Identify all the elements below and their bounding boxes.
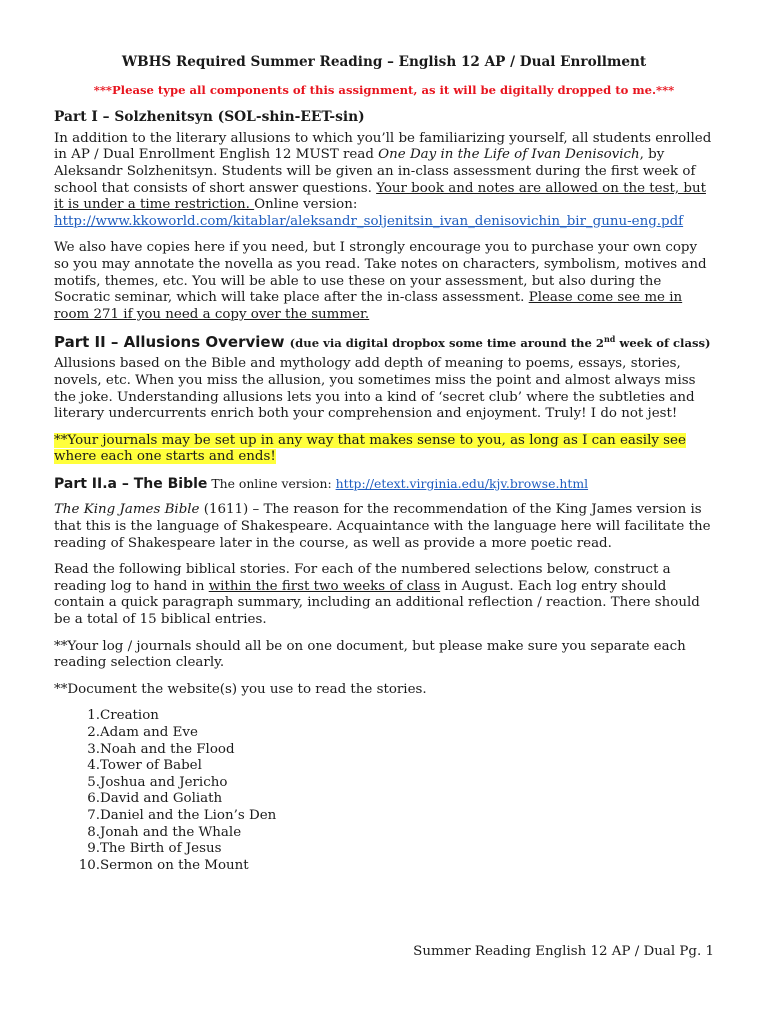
biblical-stories-list <box>54 708 714 874</box>
bible-online-link[interactable]: http://etext.virginia.edu/kjv.browse.html <box>335 475 589 491</box>
allusions-paragraph: Allusions based on the Bible and mythology add depth of meaning to poems, essays, stories, novels, etc. When you miss the allusion, you sometimes miss the point and almost always miss the joke. Understanding allusions lets you into a kind of ‘secret club’ where the subtleties and literary undercurrents enrich both your comprehension and enjoyment. Truly! I do not jest! <box>54 356 696 422</box>
part2a-heading: Part II.a – The Bible The online version: http://etext.virginia.edu/kjv.browse.html <box>54 475 589 492</box>
test-rule-underline: Your book and notes are allowed on the test, but it is under a time restriction. <box>54 180 706 213</box>
journal-highlight-note: **Your journals may be set up in any way that makes sense to you, as long as I can easily see where each one starts and ends! <box>54 432 686 465</box>
list-item: 8. Jonah and the Whale <box>87 824 242 840</box>
list-item: 6. David and Goliath <box>87 791 223 807</box>
part1-paragraph-1: In addition to the literary allusions to which you’ll be familiarizing yourself, all students enrolled in AP / Dual Enrollment English 12 MUST read One Day in the Life of Ivan Denisovich, by Aleksandr Solzhenitsyn. Students will be given an in-class assessment during the first week of school that consists of short answer questions. Your book and notes are allowed on the test, but it is under a time restriction. Online version: http://www.kkoworld.com/kitablar/aleksandr_soljenitsin_ivan_denisovichin_bir_gunu-eng.pdf <box>54 130 712 229</box>
document-page <box>54 54 714 874</box>
list-item: 4. Tower of Babel <box>87 758 202 774</box>
kjb-paragraph: The King James Bible (1611) – The reason for the recommendation of the King James version is that this is the language of Shakespeare. Acquaintance with the language here will facilitate the reading of Shakespeare later in the course, as well as provide a more poetic read. <box>54 502 711 551</box>
log-document-note: **Your log / journals should all be on one document, but please make sure you separate each reading selection clearly. <box>54 638 686 671</box>
list-item: 10. Sermon on the Mount <box>78 857 249 873</box>
list-item: 1. Creation <box>87 708 159 724</box>
room-note-underline: Please come see me in room 271 if you need a copy over the summer. <box>54 290 683 322</box>
part2-heading: Part II – Allusions Overview (due via digital dropbox some time around the 2nd week of class) <box>54 333 711 352</box>
part1-heading: Part I – Solzhenitsyn (SOL-shin-EET-sin) <box>54 109 365 126</box>
reading-log-paragraph: Read the following biblical stories. For each of the numbered selections below, construct a reading log to hand in within the first two weeks of class in August. Each log entry should contain a quick paragraph summary, including an additional reflection / reaction. There should be a total of 15 biblical entries. <box>54 562 700 628</box>
page-footer: Summer Reading English 12 AP / Dual Pg. 1 <box>413 944 714 959</box>
book-title: One Day in the Life of Ivan Denisovich <box>378 147 640 163</box>
list-item: 7. Daniel and the Lion’s Den <box>87 807 277 823</box>
document-title: WBHS Required Summer Reading – English 12 AP / Dual Enrollment <box>121 54 647 70</box>
list-item: 9. The Birth of Jesus <box>87 841 222 857</box>
list-item: 2. Adam and Eve <box>87 725 198 740</box>
website-document-note: **Document the website(s) you use to read the stories. <box>54 681 427 697</box>
typing-notice: ***Please type all components of this assignment, as it will be digitally dropped to me.*** <box>93 82 675 97</box>
part2-due-note: (due via digital dropbox some time around the 2nd week of class) <box>289 334 711 351</box>
novella-online-link[interactable]: http://www.kkoworld.com/kitablar/aleksandr_soljenitsin_ivan_denisovichin_bir_gunu-eng.pdf <box>54 213 684 229</box>
deadline-underline: within the first two weeks of class <box>208 578 441 594</box>
kjb-title: The King James Bible <box>54 502 200 518</box>
list-item: 3. Noah and the Flood <box>87 741 235 757</box>
list-item: 5. Joshua and Jericho <box>87 774 228 790</box>
part1-paragraph-2: We also have copies here if you need, but I strongly encourage you to purchase your own copy so you may annotate the novella as you read. Take notes on characters, symbolism, motives and motifs, themes, etc. You will be able to use these on your assessment, but also during the Socratic seminar, which will take place after the in-class assessment. Please come see me in room 271 if you need a copy over the summer. <box>54 240 707 322</box>
